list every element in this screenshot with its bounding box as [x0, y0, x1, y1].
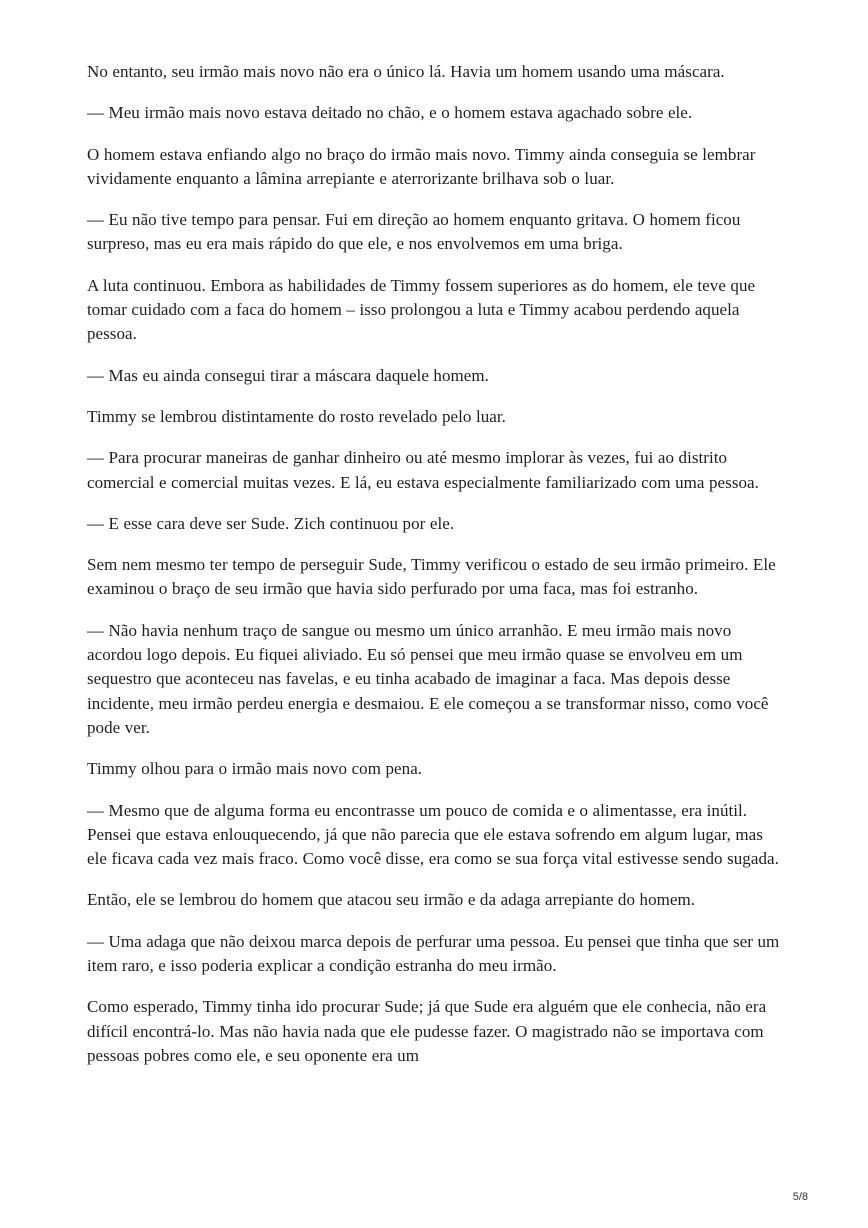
paragraph: — Para procurar maneiras de ganhar dinheiro ou até mesmo implorar às vezes, fui ao distrito comercial e comercial muitas vezes. E lá, eu estava especialmente familiarizado com uma pessoa. — [87, 448, 759, 492]
paragraph: O homem estava enfiando algo no braço do irmão mais novo. Timmy ainda conseguia se lembrar vividamente enquanto a lâmina arrepiante e aterrorizante brilhava sob o luar. — [87, 144, 756, 188]
paragraph: — Uma adaga que não deixou marca depois de perfurar uma pessoa. Eu pensei que tinha que ser um item raro, e isso poderia explicar a condição estranha do meu irmão. — [87, 931, 780, 976]
document-page — [87, 60, 787, 1085]
paragraph: No entanto, seu irmão mais novo não era o único lá. Havia um homem usando uma máscara. — [87, 62, 725, 81]
paragraph: — Meu irmão mais novo estava deitado no chão, e o homem estava agachado sobre ele. — [87, 103, 693, 123]
paragraph: Sem nem mesmo ter tempo de perseguir Sude, Timmy verificou o estado de seu irmão primeiro. Ele examinou o braço de seu irmão que havia sido perfurado por uma faca, mas foi estranho. — [87, 555, 776, 599]
paragraph: A luta continuou. Embora as habilidades de Timmy fossem superiores as do homem, ele teve que tomar cuidado com a faca do homem – isso prolongou a luta e Timmy acabou perdendo aquela pessoa. — [87, 275, 756, 344]
paragraph: — Mesmo que de alguma forma eu encontrasse um pouco de comida e o alimentasse, era inútil. Pensei que estava enlouquecendo, já que não parecia que ele estava sofrendo em algum lugar, mas ele ficava cada vez mais fraco. Como você disse, era como se sua força vital estivesse sendo sugada. — [87, 800, 779, 869]
paragraph: Então, ele se lembrou do homem que atacou seu irmão e da adaga arrepiante do homem. — [87, 890, 696, 910]
paragraph: — Mas eu ainda consegui tirar a máscara daquele homem. — [87, 365, 489, 385]
page-number: 5/8 — [792, 1191, 808, 1203]
paragraph: Como esperado, Timmy tinha ido procurar Sude; já que Sude era alguém que ele conhecia, não era difícil encontrá-lo. Mas não havia nada que ele pudesse fazer. O magistrado não se importava com pessoas pobres como ele, e seu oponente era um — [87, 997, 767, 1065]
paragraph: — E esse cara deve ser Sude. Zich continuou por ele. — [87, 513, 455, 533]
paragraph: Timmy olhou para o irmão mais novo com pena. — [87, 759, 423, 779]
paragraph: — Não havia nenhum traço de sangue ou mesmo um único arranhão. E meu irmão mais novo acordou logo depois. Eu fiquei aliviado. Eu só pensei que meu irmão quase se envolveu em um sequestro que aconteceu nas favelas, e eu tinha acabado de imaginar a faca. Mas depois desse incidente, meu irmão perdeu energia e desmaiou. E ele começou a se transformar nisso, como você pode ver. — [87, 620, 769, 737]
paragraph: Timmy se lembrou distintamente do rosto revelado pelo luar. — [87, 406, 506, 426]
paragraph: — Eu não tive tempo para pensar. Fui em direção ao homem enquanto gritava. O homem ficou surpreso, mas eu era mais rápido do que ele, e nos envolvemos em uma briga. — [87, 210, 741, 254]
